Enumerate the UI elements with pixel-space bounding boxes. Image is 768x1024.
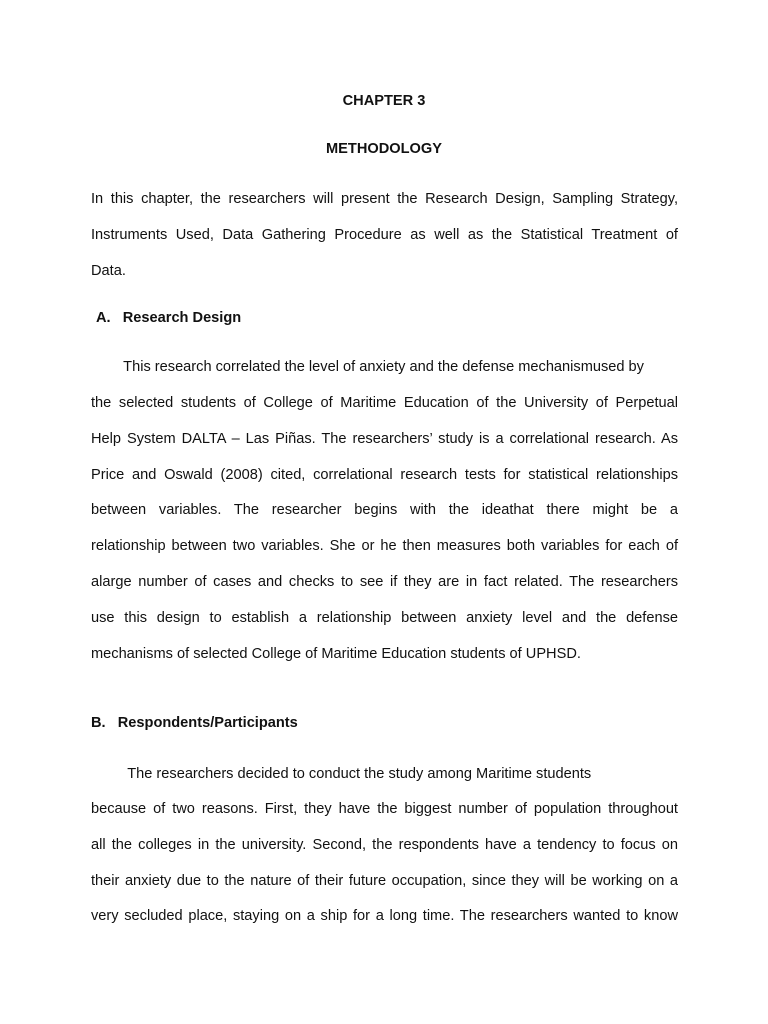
paragraph-line-indented xyxy=(91,358,678,376)
section-a-heading: A. Research Design xyxy=(96,310,242,326)
paragraph-line: Price and Oswald (2008) cited, correlational research tests for statistical relationships xyxy=(91,467,678,483)
paragraph-line: between variables. The researcher begins with the ideathat there might be a xyxy=(91,502,678,518)
paragraph-line: the selected students of College of Maritime Education of the University of Perpetual xyxy=(91,395,678,411)
chapter-label: CHAPTER 3 xyxy=(342,93,426,109)
intro-line: Data. xyxy=(91,263,126,279)
paragraph-line: their anxiety due to the nature of their future occupation, since they will be working on a xyxy=(91,873,678,889)
paragraph-line-text: This research correlated the level of anxiety and the defense mechanismused by xyxy=(91,359,644,375)
section-b-heading: B. Respondents/Participants xyxy=(91,715,298,731)
paragraph-line-indented: The researchers decided to conduct the study among Maritime students xyxy=(91,766,592,782)
paragraph-line: Help System DALTA – Las Piñas. The researchers’ study is a correlational research. As xyxy=(91,431,678,447)
paragraph-line: mechanisms of selected College of Maritime Education students of UPHSD. xyxy=(91,646,581,662)
intro-line: In this chapter, the researchers will present the Research Design, Sampling Strategy, xyxy=(91,191,678,207)
paragraph-line: all the colleges in the university. Second, the respondents have a tendency to focus on xyxy=(91,837,678,853)
paragraph-line: very secluded place, staying on a ship for a long time. The researchers wanted to know xyxy=(91,908,678,924)
paragraph-line: use this design to establish a relationship between anxiety level and the defense xyxy=(91,610,678,626)
page-title: METHODOLOGY xyxy=(326,141,442,157)
paragraph-line: because of two reasons. First, they have the biggest number of population throughout xyxy=(91,801,678,817)
paragraph-line: relationship between two variables. She or he then measures both variables for each of xyxy=(91,538,678,554)
intro-line: Instruments Used, Data Gathering Procedure as well as the Statistical Treatment of xyxy=(91,227,678,243)
paragraph-line: alarge number of cases and checks to see if they are in fact related. The researchers xyxy=(91,574,678,590)
